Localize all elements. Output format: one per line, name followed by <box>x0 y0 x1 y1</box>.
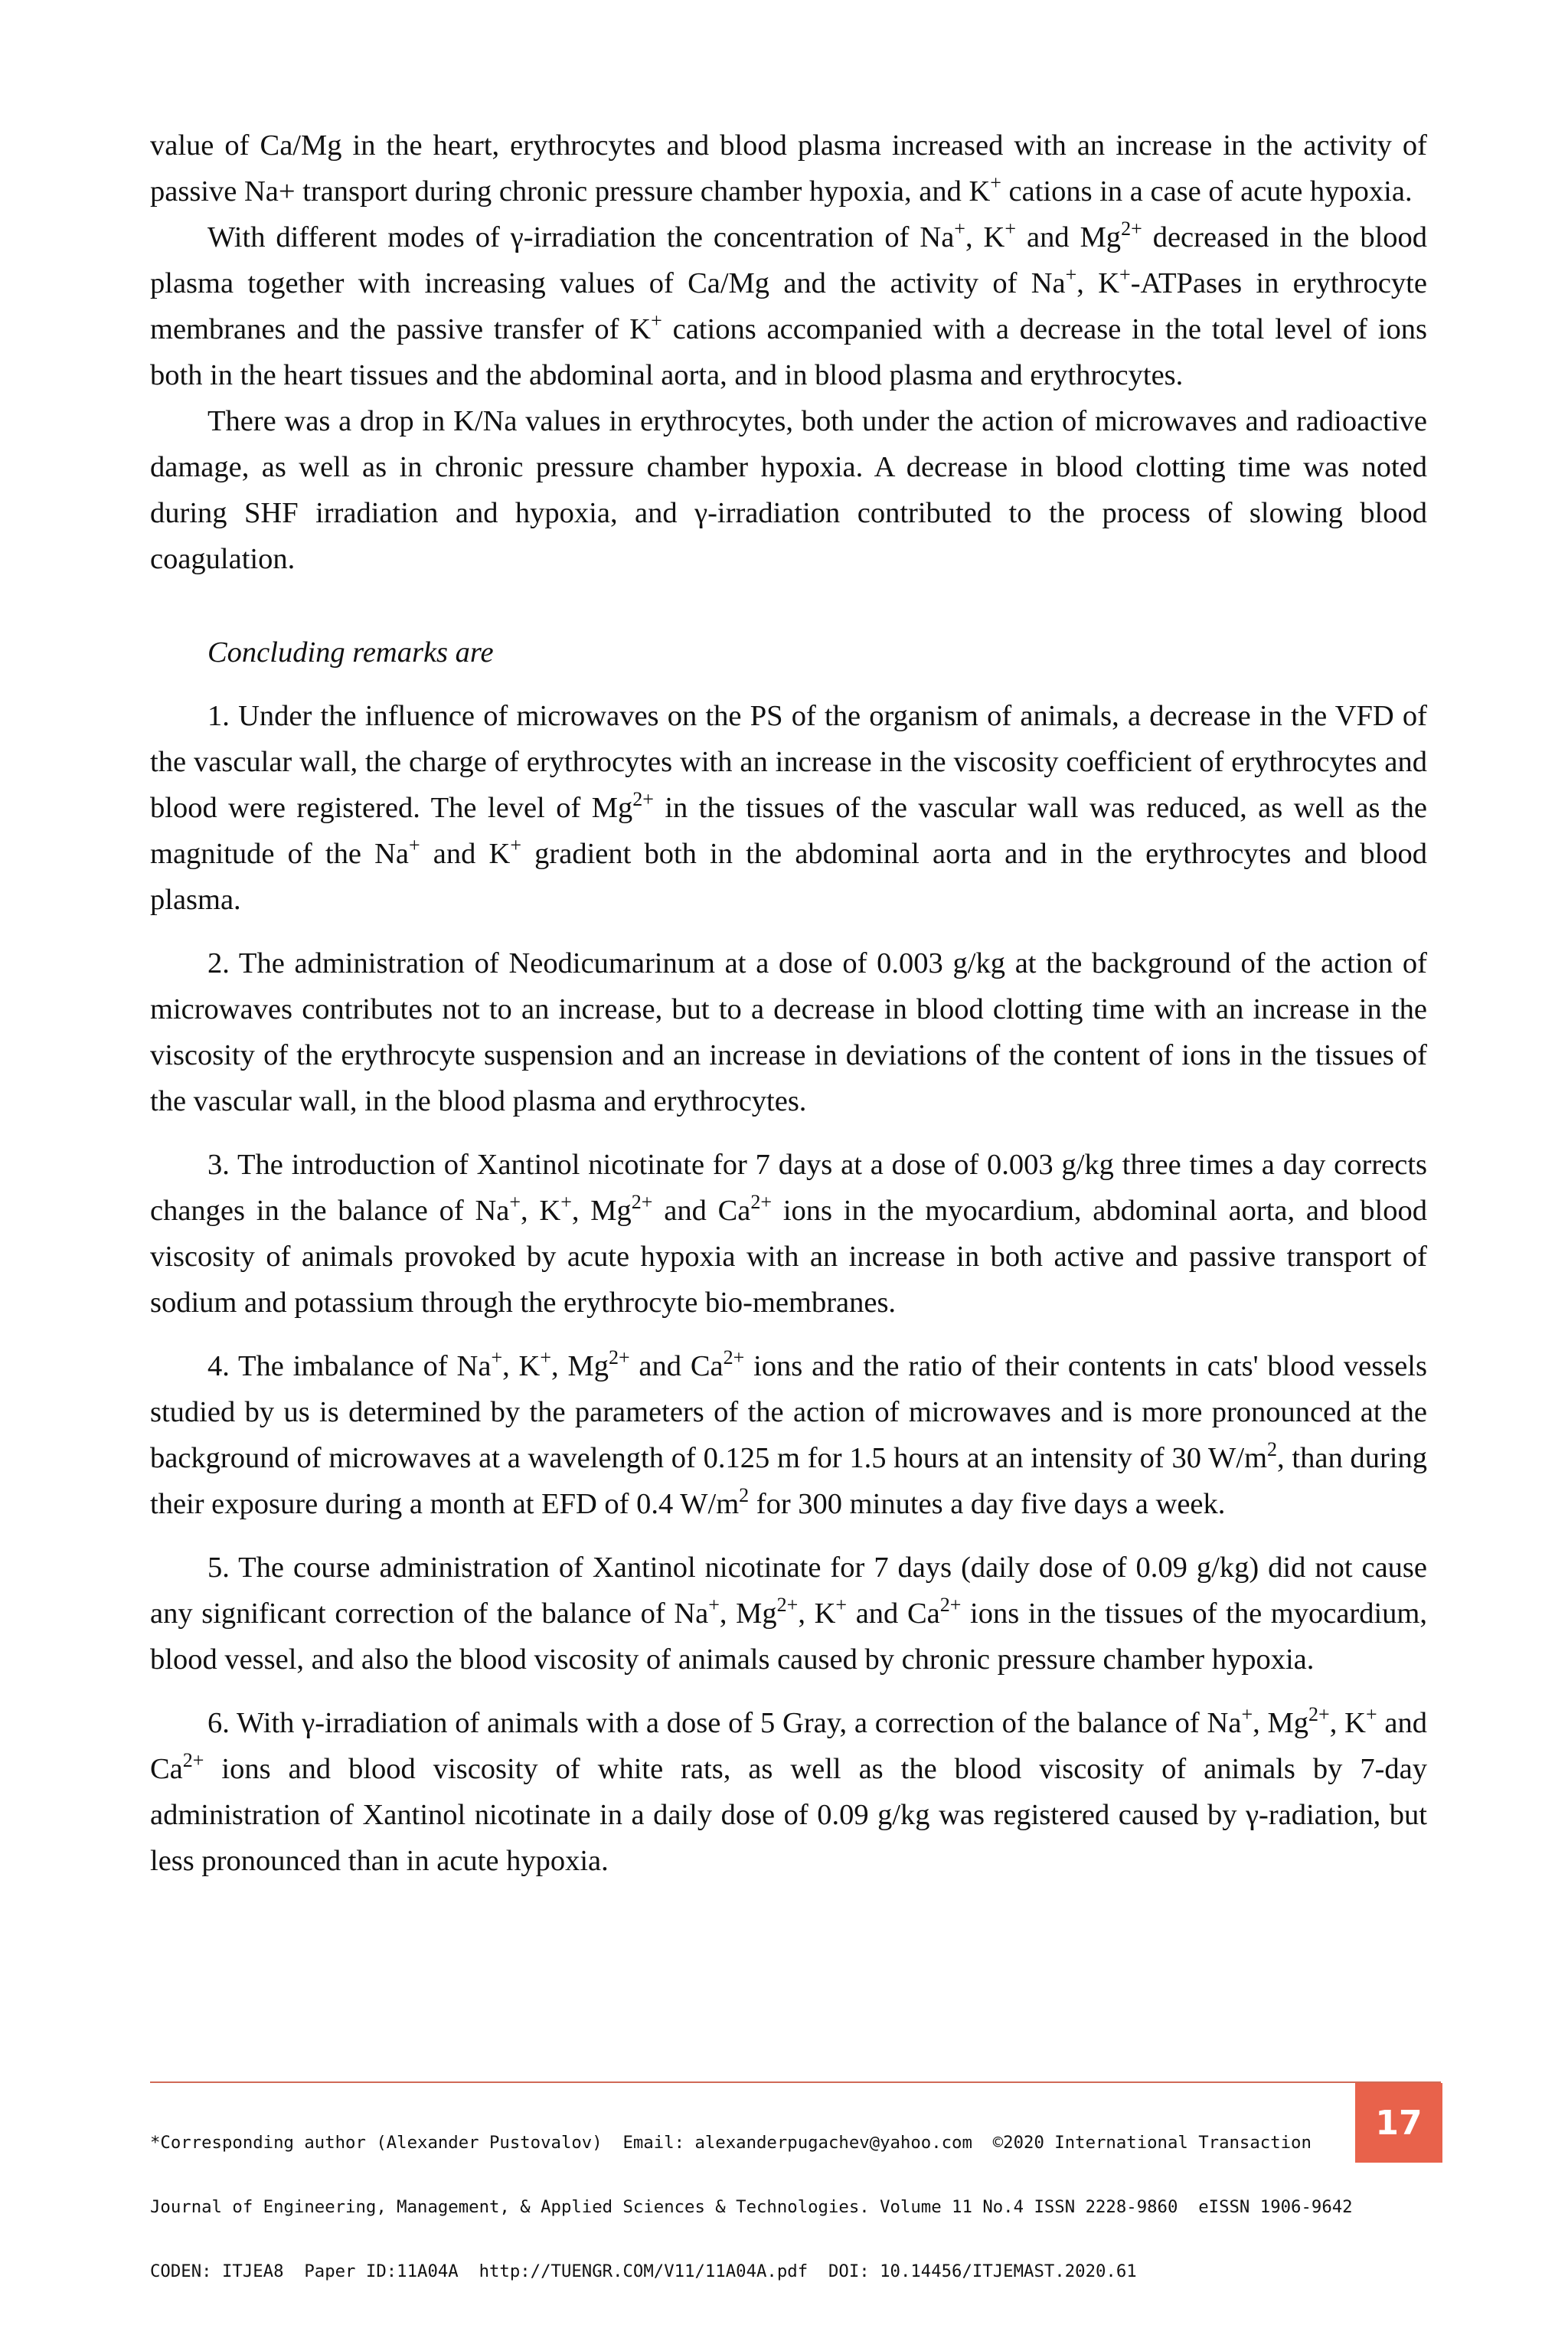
paragraph-gamma-irradiation: With different modes of γ-irradiation the concentration of Na+, K+ and $Mg^{2+}$ decreased in the blood plasma together with increasing values of Ca/Mg and the activity of Na+, K+-ATPases in erythrocyte membranes and the passive transfer of K+ cations accompanied with a decrease in the total level of ions both in the heart tissues and the abdominal aorta, and in blood plasma and erythrocytes. <box>150 217 1428 391</box>
remark-4: 4. The imbalance of Na+, K+, $Mg^{2+}$ and $Ca^{2+}$ ions and the ratio of their contents in cats' blood vessels studied by us is determined by the parameters of the action of microwaves and is more pronounced at the background of microwaves at a wavelength of 0.125 m for 1.5 hours at an intensity of 30 $W/m^2$, than during their exposure during a month at EFD of 0.4 $W/m^2$ for 300 minutes a day five days a week. <box>150 1346 1427 1520</box>
paragraph-continuation: value of Ca/Mg in the heart, erythrocytes and blood plasma increased with an increase in the activity of passive Na+ transport during chronic pressure chamber hypoxia, and K+ cations in a case of acute hypoxia. <box>150 129 1427 208</box>
page-number-badge: 17 <box>1355 2083 1442 2163</box>
section-heading: Concluding remarks are <box>207 636 494 669</box>
remark-3: 3. The introduction of Xantinol nicotinate for 7 days at a dose of 0.003 g/kg three times a day corrects changes in the balance of Na+, K+, $Mg^{2+}$ and $Ca^{2+}$ ions in the myocardium, abdominal aorta, and blood viscosity of animals provoked by acute hypoxia with an increase in both active and passive transport of sodium and potassium through the erythrocyte bio-membranes. <box>150 1149 1427 1319</box>
paragraph-kna-drop: There was a drop in K/Na values in erythrocytes, both under the action of microwaves and radioactive damage, as well as in chronic pressure chamber hypoxia. A decrease in blood clotting time was noted during SHF irradiation and hypoxia, and γ-irradiation contributed to the process of slowing blood coagulation. <box>150 405 1427 575</box>
footer-line-author: *Corresponding author (Alexander Pustovalov) Email: alexanderpugachev@yahoo.com ©2020 International Transaction <box>150 2133 1312 2153</box>
article-body <box>150 123 1427 1884</box>
remark-6: 6. With γ-irradiation of animals with a dose of 5 Gray, a correction of the balance of Na+, $Mg^{2+}$, K+ and $Ca^{2+}$ ions and blood viscosity of white rats, as well as the blood viscosity of animals by 7-day administration of Xantinol nicotinate in a daily dose of 0.09 g/kg was registered caused by γ-radiation, but less pronounced than in acute hypoxia. <box>150 1703 1427 1877</box>
remark-5: 5. The course administration of Xantinol nicotinate for 7 days (daily dose of 0.09 g/kg) did not cause any significant correction of the balance of Na+, $Mg^{2+}$, K+ and $Ca^{2+}$ ions in the tissues of the myocardium, blood vessel, and also the blood viscosity of animals caused by chronic pressure chamber hypoxia. <box>150 1552 1428 1676</box>
remark-2: 2. The administration of Neodicumarinum at a dose of 0.003 g/kg at the background of the action of microwaves contributes not to an increase, but to a decrease in blood clotting time with an increase in the viscosity of the erythrocyte suspension and an increase in deviations of the content of ions in the tissues of the vascular wall, in the blood plasma and erythrocytes. <box>150 947 1427 1117</box>
footer-line-coden: CODEN: ITJEA8 Paper ID:11A04A http://TUENGR.COM/V11/11A04A.pdf DOI: 10.14456/ITJEMAST.2020.61 <box>150 2261 1137 2281</box>
remark-1: 1. Under the influence of microwaves on the PS of the organism of animals, a decrease in the VFD of the vascular wall, the charge of erythrocytes with an increase in the viscosity coefficient of erythrocytes and blood were registered. The level of $Mg^{2+}$ in the tissues of the vascular wall was reduced, as well as the magnitude of the Na+ and K+ gradient both in the abdominal aorta and in the erythrocytes and blood plasma. <box>150 700 1427 916</box>
footer-line-journal: Journal of Engineering, Management, & Applied Sciences & Technologies. Volume 11 No.4 ISSN 2228-9860 eISSN 1906-9642 <box>150 2197 1353 2217</box>
footer-divider <box>150 2081 1441 2083</box>
page-footer <box>150 2089 1353 2325</box>
